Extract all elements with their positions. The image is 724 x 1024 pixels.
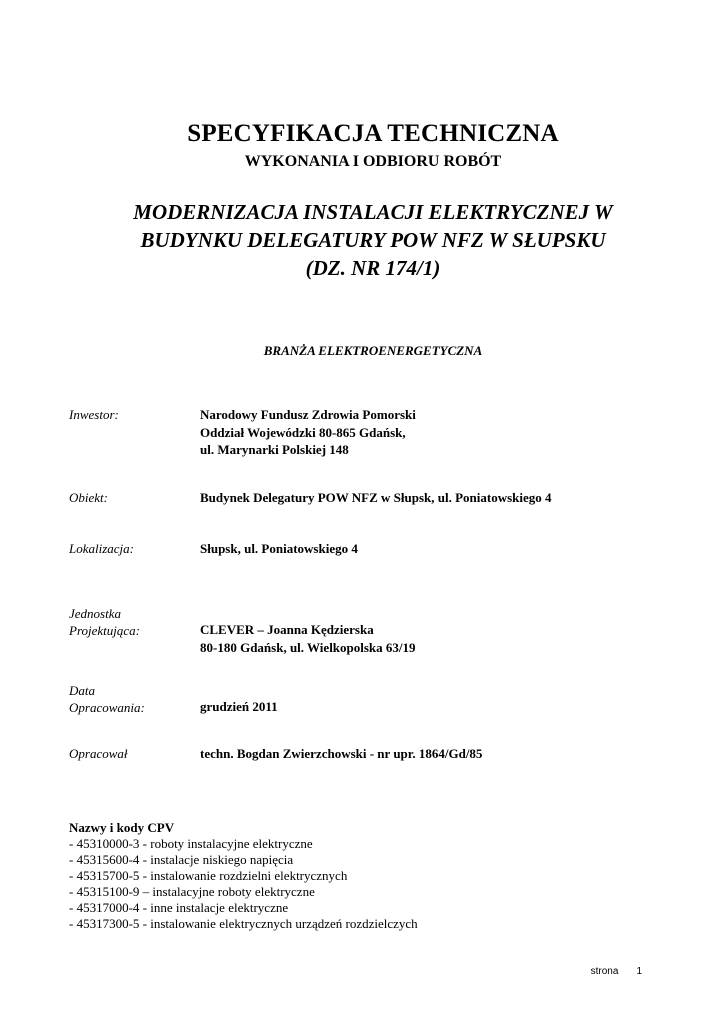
jednostka-line: 80-180 Gdańsk, ul. Wielkopolska 63/19 — [200, 639, 416, 655]
inwestor-line: Narodowy Fundusz Zdrowia Pomorski — [200, 407, 416, 422]
inwestor-line: ul. Marynarki Polskiej 148 — [200, 442, 349, 457]
page-footer — [591, 966, 642, 977]
cpv-item: - 45317300-5 - instalowanie elektrycznych urządzeń rozdzielczych — [69, 916, 418, 931]
inwestor-value — [200, 406, 416, 459]
lokalizacja-value: Słupsk, ul. Poniatowskiego 4 — [200, 541, 358, 556]
project-title — [0, 198, 724, 282]
cpv-item: - 45317000-4 - inne instalacje elektryczne — [69, 900, 289, 915]
page-label: strona — [590, 966, 619, 977]
cpv-item: - 45315600-4 - instalacje niskiego napięcia — [69, 852, 294, 867]
inwestor-line: Oddział Wojewódzki 80-865 Gdańsk, — [200, 424, 406, 440]
jednostka-value — [200, 621, 416, 656]
branch-heading: BRANŻA ELEKTROENERGETYCZNA — [263, 343, 483, 358]
data-label — [69, 682, 145, 716]
cpv-item: - 45315100-9 – instalacyjne roboty elektryczne — [69, 884, 315, 899]
data-value: grudzień 2011 — [200, 699, 278, 714]
obiekt-value: Budynek Delegatury POW NFZ w Słupsk, ul. Poniatowskiego 4 — [200, 490, 552, 505]
cpv-section — [69, 820, 418, 932]
cpv-item: - 45315700-5 - instalowanie rozdzielni elektrycznych — [69, 868, 348, 883]
data-label-line: Data — [69, 683, 95, 698]
project-title-line: BUDYNKU DELEGATURY POW NFZ W SŁUPSKU — [140, 228, 606, 252]
document-title: SPECYFIKACJA TECHNICZNA — [187, 120, 559, 147]
obiekt-label: Obiekt: — [69, 490, 108, 505]
lokalizacja-label: Lokalizacja: — [69, 541, 134, 556]
opracowal-value: techn. Bogdan Zwierzchowski - nr upr. 1864/Gd/85 — [200, 746, 483, 761]
document-subtitle: WYKONANIA I ODBIORU ROBÓT — [244, 153, 502, 170]
cpv-heading: Nazwy i kody CPV — [69, 820, 175, 835]
project-title-line: (DZ. NR 174/1) — [305, 256, 441, 280]
page-number: 1 — [636, 966, 642, 977]
jednostka-line: CLEVER – Joanna Kędzierska — [200, 622, 374, 637]
opracowal-label: Opracował — [69, 746, 128, 761]
project-title-line: MODERNIZACJA INSTALACJI ELEKTRYCZNEJ W — [133, 200, 613, 224]
jednostka-label-line: Projektująca: — [69, 623, 140, 638]
inwestor-label: Inwestor: — [69, 407, 119, 422]
jednostka-label — [69, 605, 140, 639]
cpv-item: - 45310000-3 - roboty instalacyjne elektryczne — [69, 836, 313, 851]
jednostka-label-line: Jednostka — [69, 606, 121, 621]
data-label-line: Opracowania: — [69, 700, 145, 715]
